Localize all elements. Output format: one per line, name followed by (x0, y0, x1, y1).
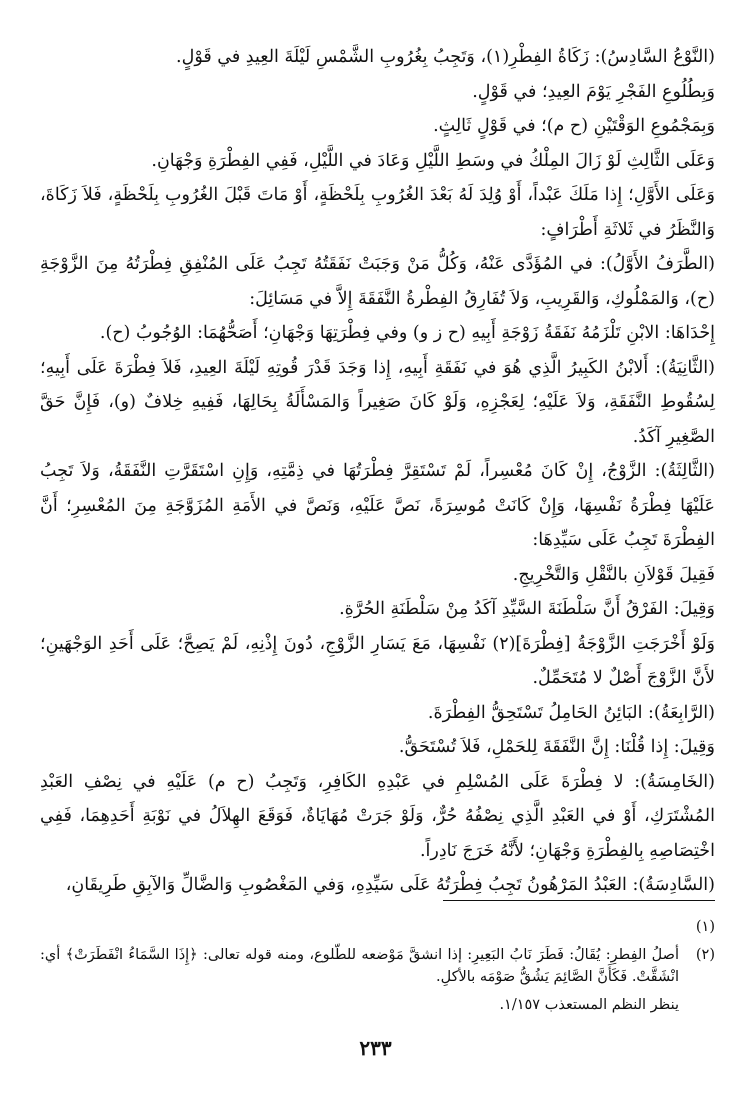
footnote-2 (40, 944, 715, 988)
footnote-text (40, 916, 679, 938)
main-text (40, 40, 715, 903)
footnotes (40, 916, 715, 1016)
footnote-text: أصلُ الفِطرِ: يُقَالُ: فَطَرَ نَابُ البَعِيرِ: إذا انشقَّ مَوْضعه للطّلوع، ومنه قوله تعالى: ﴿إِذَا السَّمَاءُ انْفَطَرَتْ﴾ أي: انْشَقَّتْ. فَكَأَنَّ الصَّائِمَ يَشُقُّ صَوْمَه بالأكلِ. (40, 947, 679, 985)
paragraph-5: وَعَلَى الأَوَّلِ؛ إِذا مَلَكَ عَبْداً، أَوْ وُلِدَ لَهُ بَعْدَ الغُرُوبِ بِلَحْظَةٍ، أَوْ مَاتَ قَبْلَ الغُرُوبِ بِلَحْظَةٍ، فَلاَ زَكَاةَ، وَالنَّظَرُ في ثَلاثَةِ أَطْرَافٍ: (40, 185, 715, 240)
paragraph-1: (النَّوْعُ السَّادِسُ): زَكَاةُ الفِطْرِ(١)، وَتَجِبُ بِغُرُوبِ الشَّمْسِ لَيْلَةَ العِيدِ في قَوْلٍ. (176, 47, 715, 67)
paragraph-6: (الطَّرَفُ الأَوَّلُ): في المُؤَدَّى عَنْهُ، وَكُلُّ مَنْ وَجَبَتْ نَفَقَتُهُ تَجِبُ عَلَى المُنْفِقِ فِطْرَتُهُ مِنَ الزَّوْجَةِ (ح)، وَالمَمْلُوكِ، وَالقَرِيبِ، وَلاَ تُفَارِقُ الفِطْرةُ النَّفَقَةَ إِلاَّ في مَسَائِلَ: (40, 254, 715, 309)
paragraph-2: وَبِطُلُوعِ الفَجْرِ يَوْمَ العِيدِ؛ في قَوْلٍ. (472, 81, 715, 102)
page-number: ٢٣٣ (359, 1036, 392, 1060)
footnote-divider (443, 900, 715, 901)
footnote-number: (٢) (695, 947, 715, 963)
footnote-source: ينظر النظم المستعذب ١/١٥٧. (499, 997, 679, 1013)
paragraph-15: (الخَامِسَةُ): لا فِطْرَةَ عَلَى المُسْلِمِ في عَبْدِهِ الكَافِرِ، وَتَجِبُ (ح م) عَلَيْهِ في نِصْفِ العَبْدِ المُشْتَرَكِ، أَوْ في العَبْدِ الَّذِي نِصْفُهُ حُرٌّ، وَلَوْ جَرَتْ مُهَايَاةٌ، فَوَقَعَ الهِلاَلُ في نَوْبَةِ أَحَدِهِمَا، فَفِي اخْتِصَاصِهِ بِالفِطْرَةِ وَجْهَانِ؛ لأَنَّهُ خَرَجَ نَادِراً. (40, 771, 715, 861)
footnote-number: (١) (695, 919, 715, 935)
footnote-1 (40, 916, 715, 938)
paragraph-12: وَلَوْ أَخْرَجَتِ الزَّوْجَةُ [فِطْرَةَ](٢) نَفْسِهَا، مَعَ يَسَارِ الزَّوْجِ، دُونَ إِذْنِهِ، لَمْ يَصِحَّ؛ عَلَى أَحَدِ الوَجْهَينِ؛ لأَنَّ الزَّوْجَ أَصْلٌ لا مُتَحَمِّلٌ. (40, 633, 715, 688)
paragraph-8: (الثَّانِيَةُ): أَلابْنُ الكَبِيرُ الَّذِي هُوَ في نَفَقَةِ أَبِيهِ، إِذا وَجَدَ قَدْرَ قُوتِهِ لَيْلَةَ العِيدِ، فَلاَ فِطْرَةَ عَلَى أَبِيهِ؛ لِسُقُوطِ النَّفَقَةِ، وَلاَ عَلَيْهِ؛ لِعَجْزِهِ، وَلَوْ كَانَ صَغِيراً وَالمَسْأَلَةُ بِحَالِهَا، فَفِيهِ خِلافٌ (و)، فَإِنَّ حَقَّ الصَّغِيرِ آكَدُ. (40, 357, 715, 447)
paragraph-16: (السَّادِسَةُ): العَبْدُ المَرْهُونُ تَجِبُ فِطْرَتُهُ عَلَى سَيِّدِهِ، وَفي المَغْصُوبِ وَالضَّالِّ وَالآبِقِ طَرِيقَانِ، (65, 875, 715, 895)
paragraph-9: (الثَّالِثَةُ): الزَّوْجُ، إِنْ كَانَ مُعْسِراً، لَمْ تَسْتَقِرَّ فِطْرَتُهَا في ذِمَّتِهِ، وَإِنِ اسْتَقَرَّتِ النَّفَقَةُ، وَلاَ تَجِبُ عَلَيْهَا فِطْرَةُ نَفْسِهَا، وَإِنْ كَانَتْ مُوسِرَةً، نَصَّ عَلَيْهِ، وَنَصَّ في الأَمَةِ المُزَوَّجَةِ مِنَ المُعْسِرِ؛ أَنَّ الفِطْرَةَ تَجِبُ عَلَى سَيِّدِهَا: (40, 461, 715, 550)
paragraph-10: فَقِيلَ قَوْلاَنِ بالنَّقْلِ وَالتَّخْرِيجِ. (512, 564, 715, 585)
paragraph-13: (الرَّابِعَةُ): البَائِنُ الحَامِلُ تَسْتَحِقُّ الفِطْرَةَ. (427, 702, 715, 723)
paragraph-7: إِحْدَاهَا: الابْنِ تَلْزَمُهُ نَفَقَةُ زَوْجَةِ أَبِيهِ (ح ز و) وفي فِطْرَتِهَا وَجْهَانِ؛ أَصَحُّهُمَا: الوُجُوبُ (ح). (99, 323, 715, 343)
paragraph-3: وَبِمَجْمُوعِ الوَقْتَيْنِ (ح م)؛ في قَوْلٍ ثَالِثٍ. (433, 116, 715, 136)
paragraph-11: وَقِيلَ: الفَرْقُ أَنَّ سَلْطَنَةَ السَّيِّدِ آكَدُ مِنْ سَلْطَنَةِ الحُرَّةِ. (339, 599, 715, 619)
paragraph-4: وَعَلَى الثَّالِثِ لَوْ زَالَ المِلْكُ في وسَطِ اللَّيْلِ وَعَادَ في اللَّيْلِ، فَفِي الفِطْرَةِ وَجْهَانِ. (151, 150, 715, 171)
paragraph-14: وَقِيلَ: إِذا قُلْنَا: إِنَّ النَّفَقَةَ لِلحَمْلِ، فَلاَ تُسْتَحَقُّ. (398, 737, 715, 757)
